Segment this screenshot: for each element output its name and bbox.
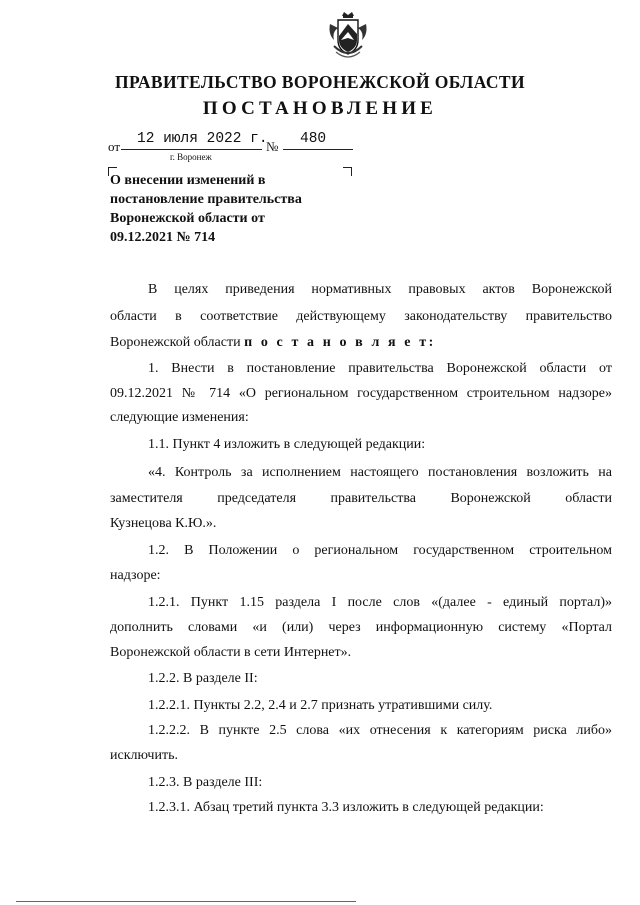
item-1-line-3: следующие изменения: — [110, 410, 249, 425]
subject-line: постановление правительства — [110, 192, 302, 207]
item-1-2-1-line-1: 1.2.1. Пункт 1.15 раздела I после слов «(далее - единый портал)» — [148, 595, 612, 610]
subject-line: Воронежской области от — [110, 211, 265, 226]
item-1-2-2-2-line-1: 1.2.2.2. В пункте 2.5 слова «их отнесения к категориям риска либо» — [148, 723, 612, 738]
date-underline — [121, 149, 262, 150]
preamble-text: Воронежской области — [110, 335, 241, 350]
document-type: ПОСТАНОВЛЕНИЕ — [202, 98, 438, 119]
item-1-line-2: 09.12.2021 № 714 «О региональном государственном строительном надзоре» — [110, 386, 612, 401]
item-1-2-3: 1.2.3. В разделе III: — [148, 775, 263, 790]
government-name: ПРАВИТЕЛЬСТВО ВОРОНЕЖСКОЙ ОБЛАСТИ — [114, 72, 526, 92]
subject-line: О внесении изменений в — [110, 173, 266, 188]
number-underline — [283, 149, 353, 150]
item-1-2-2: 1.2.2. В разделе II: — [148, 671, 258, 686]
item-1-2-1-line-3: Воронежской области в сети Интернет». — [110, 645, 352, 660]
page-bottom-rule — [16, 901, 356, 902]
item-1-2-line-1: 1.2. В Положении о региональном государственном строительном — [148, 543, 612, 558]
item-1-2-1-line-2: дополнить словами «и (или) через информационную систему «Портал — [110, 620, 612, 635]
quote-line-1: «4. Контроль за исполнением настоящего постановления возложить на — [148, 465, 612, 480]
preamble-resolves: п о с т а н о в л я е т: — [244, 335, 436, 350]
item-1-2-2-1: 1.2.2.1. Пункты 2.2, 2.4 и 2.7 признать утратившими силу. — [148, 698, 493, 713]
item-1-2-3-1: 1.2.3.1. Абзац третий пункта 3.3 изложить в следующей редакции: — [148, 800, 544, 815]
document-number: 480 — [300, 131, 327, 147]
subject-line: 09.12.2021 № 714 — [110, 230, 216, 245]
city-name: г. Воронеж — [170, 152, 212, 162]
document-date: 12 июля 2022 г. — [137, 131, 268, 147]
coat-of-arms-emblem — [326, 10, 370, 62]
quote-line-3: Кузнецова К.Ю.». — [110, 516, 217, 531]
item-1-line-1: 1. Внести в постановление правительства Воронежской области от — [148, 361, 612, 376]
preamble-line-3 — [110, 335, 612, 351]
item-1-2-line-2: надзоре: — [110, 568, 161, 583]
preamble-line-2: области в соответствие действующему законодательству правительство — [110, 309, 612, 324]
document-subject — [110, 171, 350, 247]
preamble-line-1: В целях приведения нормативных правовых актов Воронежской — [148, 282, 612, 297]
item-1-1: 1.1. Пункт 4 изложить в следующей редакции: — [148, 437, 426, 452]
date-prefix: от — [108, 139, 121, 154]
quote-line-2: заместителя председателя правительства Воронежской области — [110, 491, 612, 506]
item-1-2-2-2-line-2: исключить. — [110, 748, 178, 763]
number-prefix: № — [266, 139, 279, 154]
